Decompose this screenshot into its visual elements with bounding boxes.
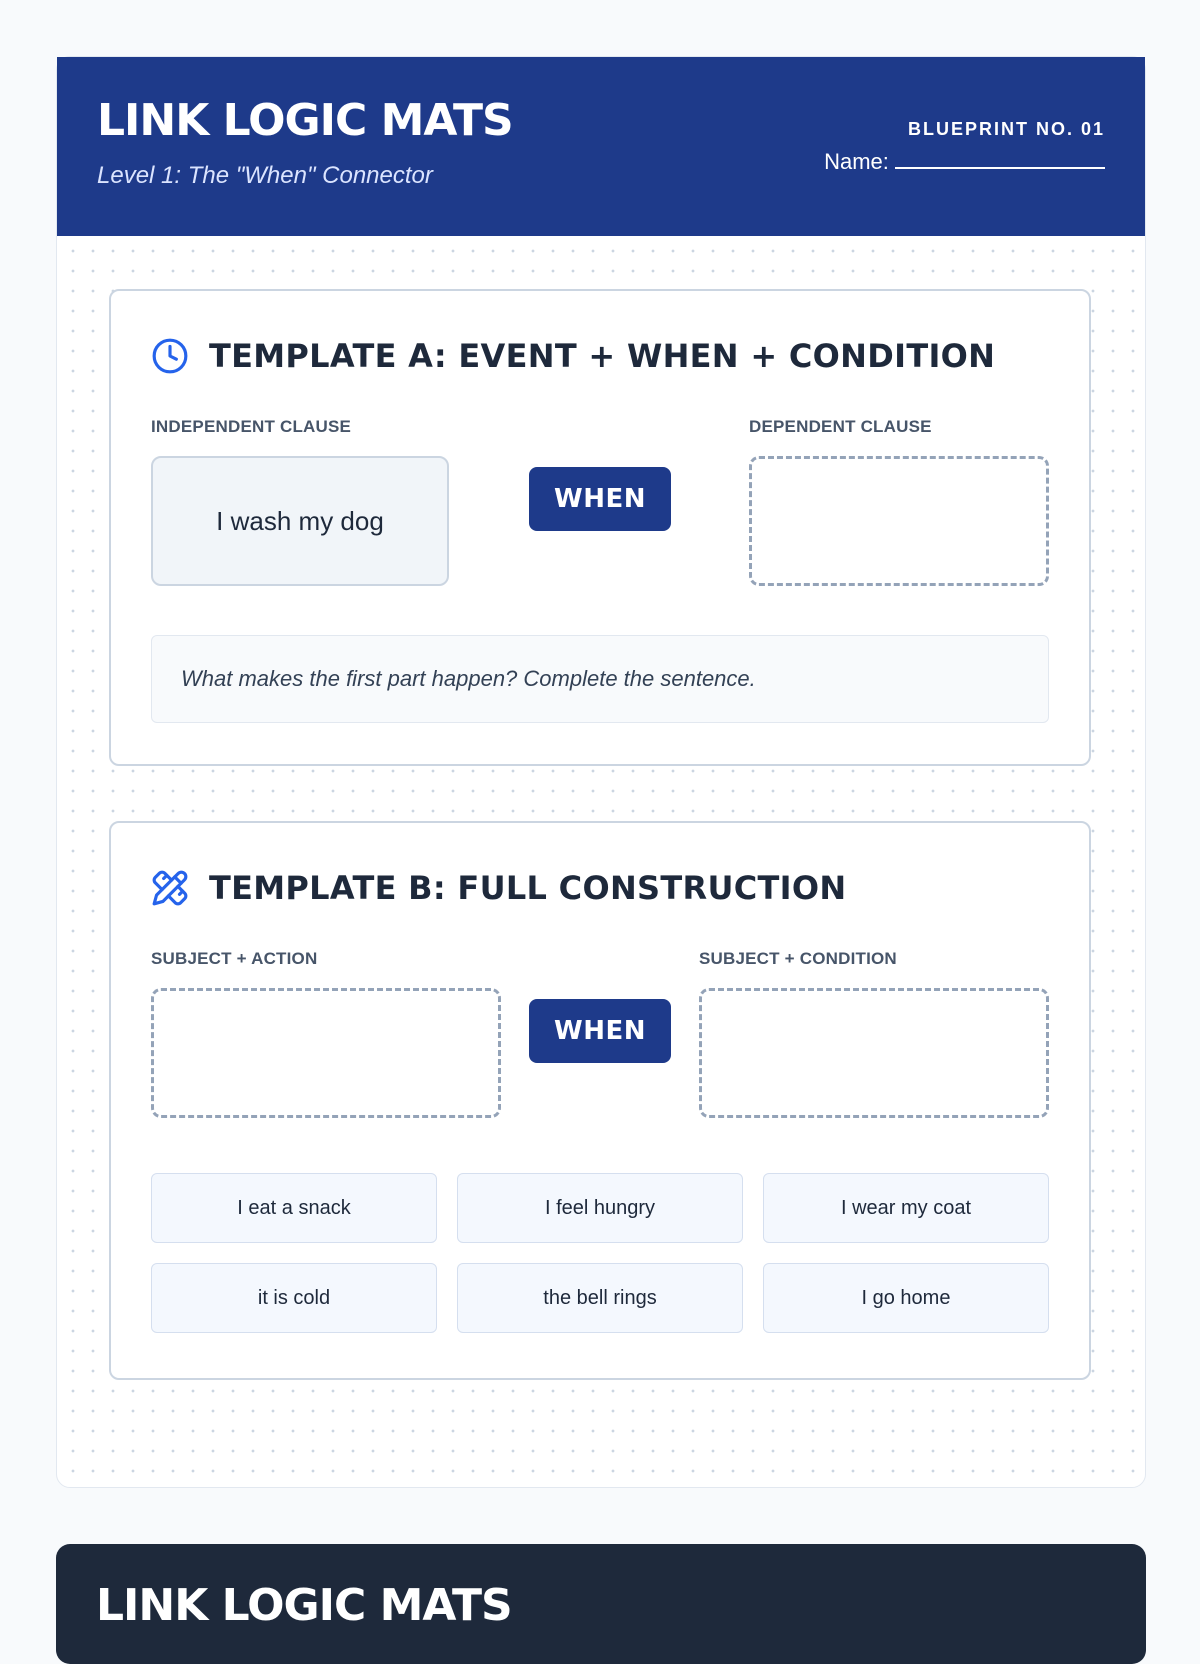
- word-bank-item[interactable]: I go home: [763, 1263, 1049, 1333]
- dependent-clause-label: DEPENDENT CLAUSE: [749, 417, 932, 436]
- template-b-title: TEMPLATE B: FULL CONSTRUCTION: [209, 869, 847, 907]
- subject-condition-label: SUBJECT + CONDITION: [699, 949, 897, 968]
- independent-clause-box: [151, 456, 449, 586]
- word-bank-item[interactable]: the bell rings: [457, 1263, 743, 1333]
- pencil-ruler-icon: [151, 869, 189, 907]
- worksheet: [56, 56, 1146, 1488]
- when-connector: WHEN: [529, 999, 671, 1063]
- template-a-heading: [151, 337, 995, 375]
- word-bank-item[interactable]: it is cold: [151, 1263, 437, 1333]
- dependent-clause-blank[interactable]: [749, 456, 1049, 586]
- next-page-title: LINK LOGIC MATS: [96, 1580, 512, 1631]
- word-bank-item[interactable]: I eat a snack: [151, 1173, 437, 1243]
- clock-icon: [151, 337, 189, 375]
- subject-condition-blank[interactable]: [699, 988, 1049, 1118]
- subject-action-blank[interactable]: [151, 988, 501, 1118]
- name-field[interactable]: [824, 149, 1105, 175]
- independent-clause-label: INDEPENDENT CLAUSE: [151, 417, 352, 436]
- word-bank-item[interactable]: I feel hungry: [457, 1173, 743, 1243]
- subject-action-label: SUBJECT + ACTION: [151, 949, 318, 968]
- next-worksheet-header: [56, 1544, 1146, 1664]
- blueprint-number: BLUEPRINT NO. 01: [907, 119, 1105, 139]
- template-a-title: TEMPLATE A: EVENT + WHEN + CONDITION: [209, 337, 996, 375]
- instruction-prompt: What makes the first part happen? Complete the sentence.: [151, 635, 1049, 723]
- template-a-card: [109, 289, 1091, 766]
- worksheet-header: [57, 57, 1145, 236]
- name-label: Name:: [824, 149, 889, 174]
- word-bank-item[interactable]: I wear my coat: [763, 1173, 1049, 1243]
- page-title: LINK LOGIC MATS: [97, 95, 513, 146]
- name-blank-line[interactable]: [895, 149, 1105, 169]
- word-bank: [151, 1173, 1049, 1333]
- when-connector: WHEN: [529, 467, 671, 531]
- template-b-heading: [151, 869, 846, 907]
- page-subtitle: Level 1: The "When" Connector: [97, 162, 433, 189]
- template-b-card: [109, 821, 1091, 1380]
- independent-clause-text: I wash my dog: [216, 505, 384, 536]
